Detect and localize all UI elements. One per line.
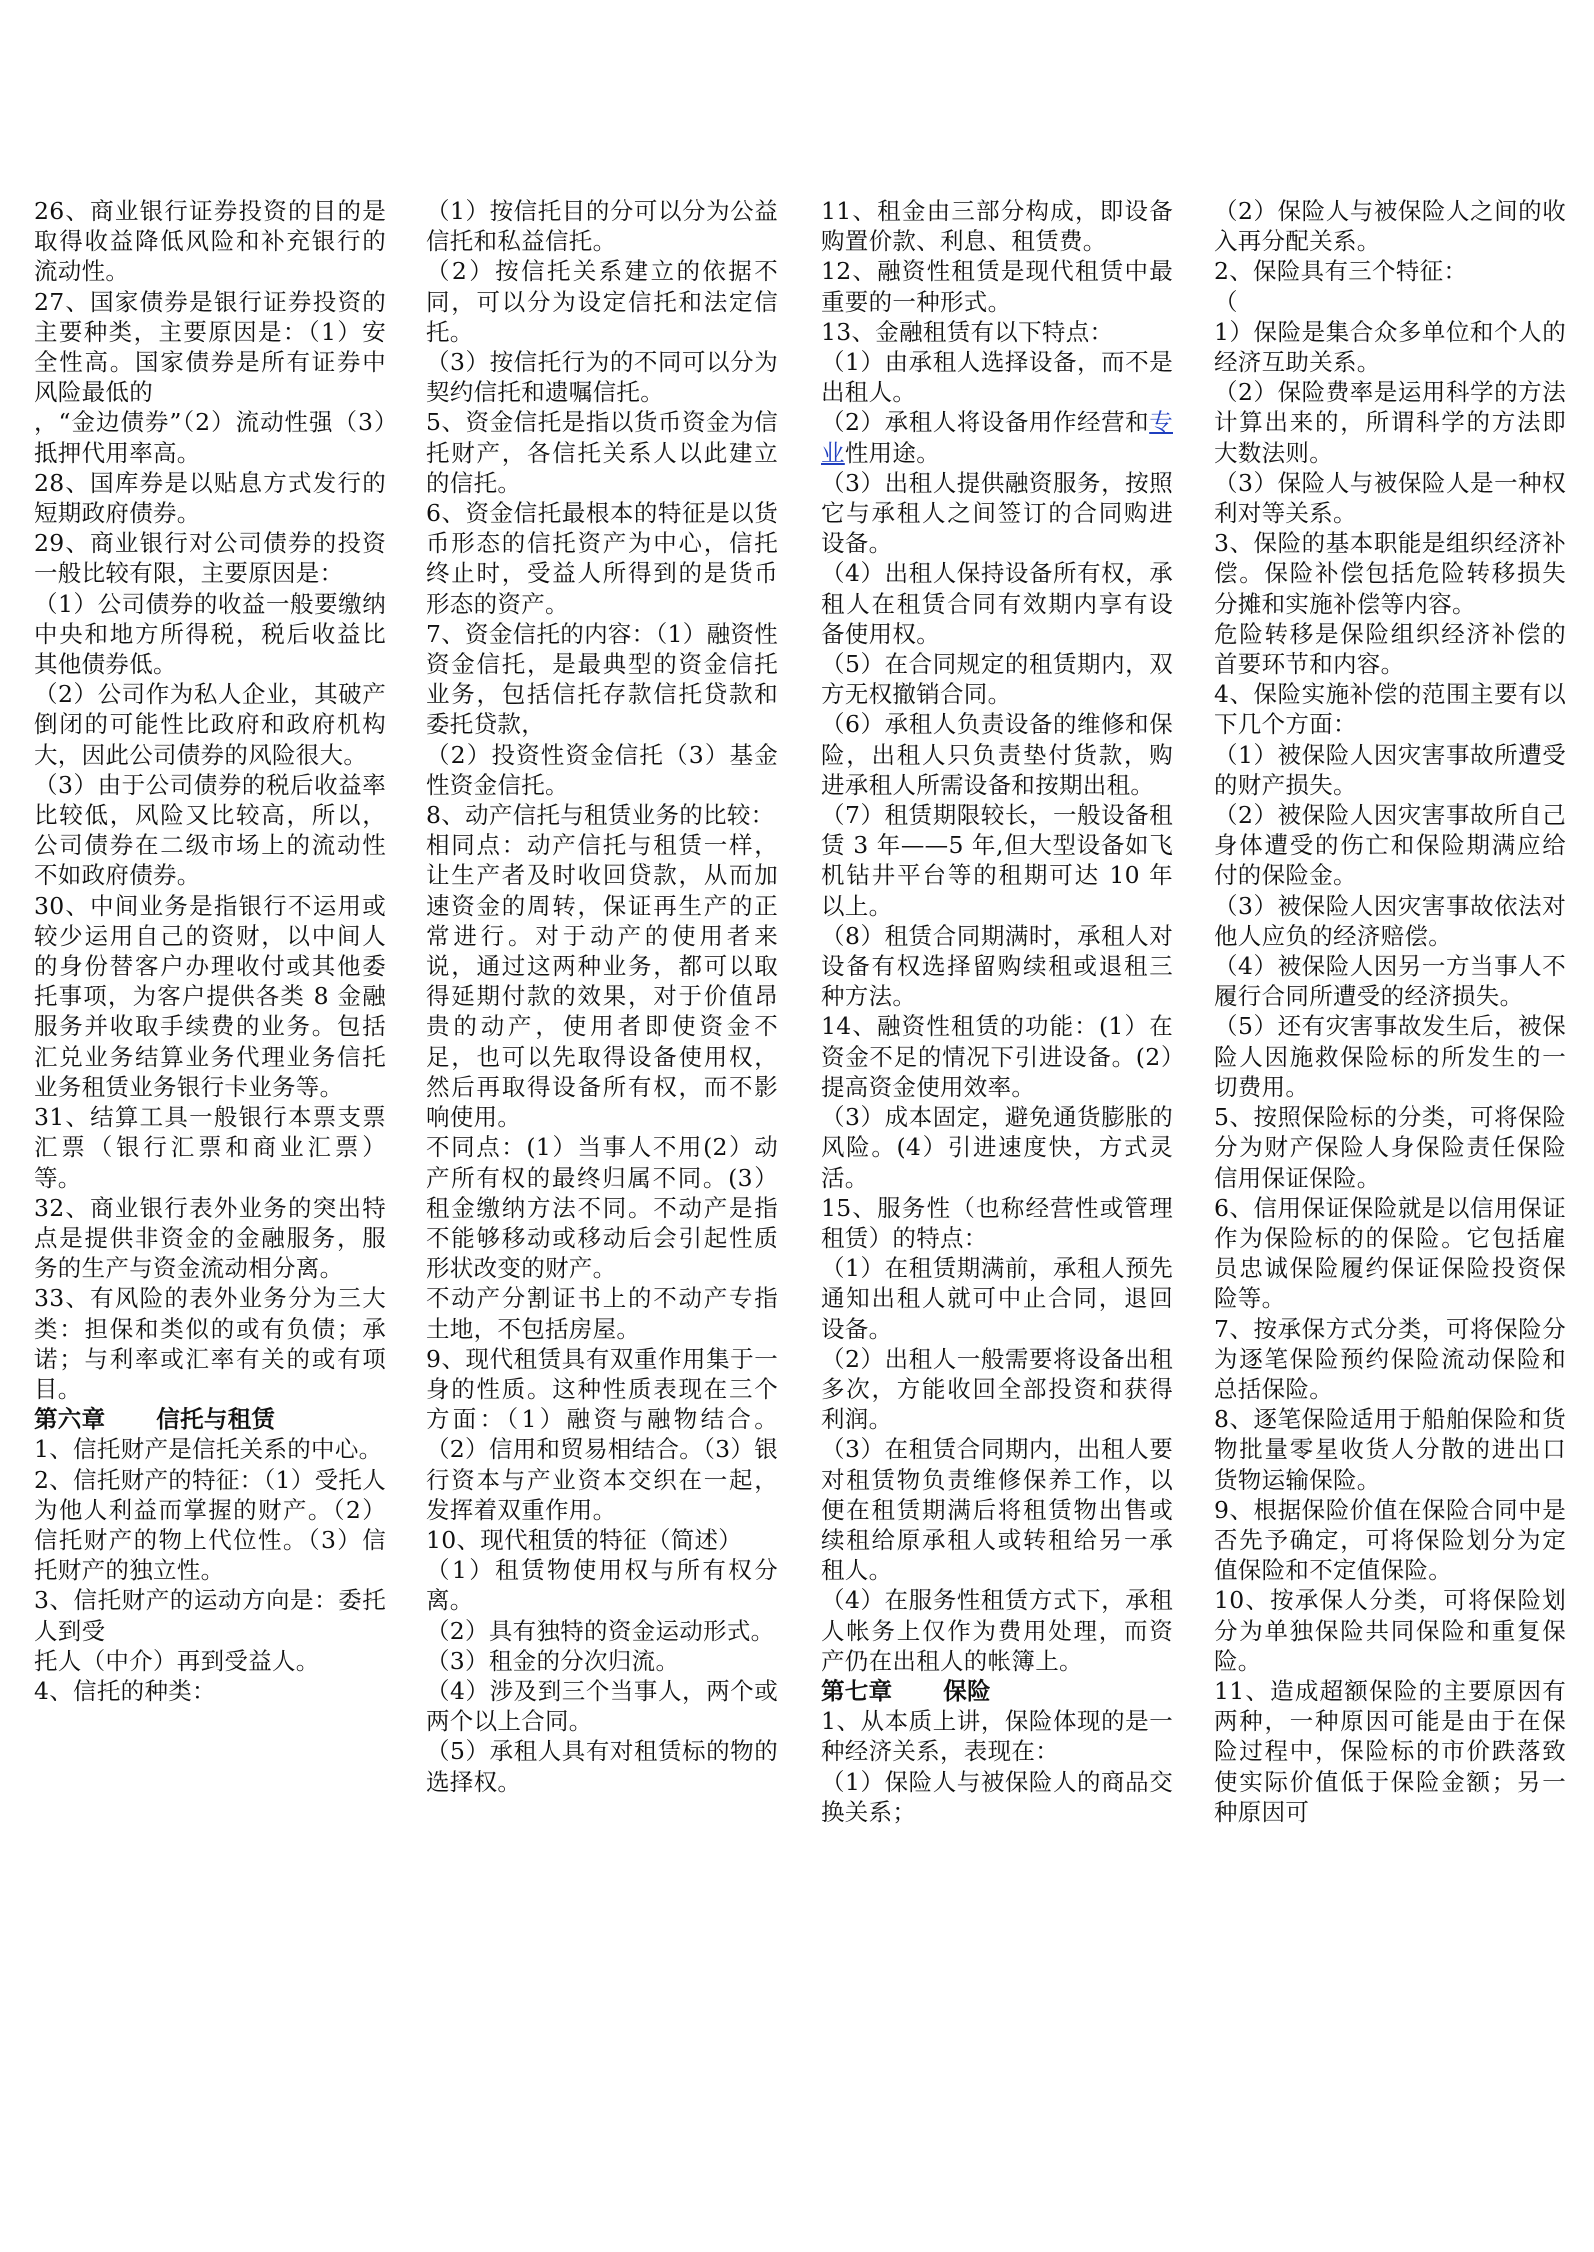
paragraph: （3）租金的分次归流。 bbox=[426, 1646, 680, 1675]
paragraph-text: 性用途。 bbox=[844, 438, 941, 467]
paragraph-text: （2）承租人将设备用作经营和 bbox=[821, 408, 1150, 437]
paragraph: （2）具有独特的资金运动形式。 bbox=[426, 1616, 775, 1645]
paragraph: 3、信托财产的运动方向是：委托人到受 bbox=[34, 1586, 386, 1645]
paragraph: 32、商业银行表外业务的突出特点是提供非资金的金融服务，服务的生产与资金流动相分离。 bbox=[34, 1193, 386, 1283]
paragraph: 2、信托财产的特征：（1）受托人为他人利益而掌握的财产。（2）信托财产的物上代位性。（3）信托财产的独立性。 bbox=[34, 1465, 386, 1585]
chapter-heading: 第七章 保险 bbox=[821, 1676, 991, 1705]
paragraph: （2）被保险人因灾害事故所自己身体遭受的伤亡和保险期满应给付的保险金。 bbox=[1214, 801, 1566, 890]
paragraph: 3、保险的基本职能是组织经济补偿。保险补偿包括危险转移损失分摊和实施补偿等内容。 bbox=[1214, 529, 1566, 618]
paragraph: （6）承租人负责设备的维修和保险，出租人只负责垫付货款，购进承租人所需设备和按期出租。 bbox=[821, 710, 1173, 799]
paragraph: 10、按承保人分类，可将保险划分为单独保险共同保险和重复保险。 bbox=[1214, 1586, 1566, 1675]
paragraph: 9、根据保险价值在保险合同中是否先予确定，可将保险划分为定值保险和不定值保险。 bbox=[1214, 1495, 1566, 1585]
paragraph: 30、中间业务是指银行不运用或较少运用自己的资财，以中间人的身份替客户办理收付或其他委托事项，为客户提供各类 8 金融服务并收取手续费的业务。包括汇兑业务结算业务代理业务信托业务租赁业务银行卡业务等。 bbox=[34, 891, 386, 1101]
paragraph: （3）被保险人因灾害事故依法对他人应负的经济赔偿。 bbox=[1214, 891, 1566, 950]
text-column-3 bbox=[821, 196, 1173, 1827]
paragraph: （1）保险人与被保险人的商品交换关系； bbox=[821, 1767, 1173, 1826]
paragraph: 8、动产信托与租赁业务的比较： bbox=[426, 801, 775, 830]
paragraph: 15、服务性（也称经营性或管理租赁）的特点： bbox=[821, 1193, 1173, 1252]
paragraph: 9、现代租赁具有双重作用集于一身的性质。这种性质表现在三个方面：（1）融资与融物结合。（2）信用和贸易相结合。（3）银行资本与产业资本交织在一起，发挥着双重作用。 bbox=[426, 1344, 778, 1524]
paragraph: （2）出租人一般需要将设备出租多次，方能收回全部投资和获得利润。 bbox=[821, 1344, 1173, 1434]
paragraph: （1）由承租人选择设备，而不是出租人。 bbox=[821, 348, 1173, 407]
paragraph: 14、融资性租赁的功能：(1）在资金不足的情况下引进设备。(2）提高资金使用效率。 bbox=[821, 1012, 1173, 1101]
paragraph: （ bbox=[1214, 287, 1238, 316]
paragraph: （2）公司作为私人企业，其破产倒闭的可能性比政府和政府机构大，因此公司债券的风险很大。 bbox=[34, 680, 386, 769]
paragraph: 31、结算工具一般银行本票支票汇票（银行汇票和商业汇票）等。 bbox=[34, 1103, 386, 1192]
paragraph: （5）承租人具有对租赁标的物的选择权。 bbox=[426, 1737, 778, 1796]
text-column-1 bbox=[34, 196, 386, 1706]
paragraph: 28、国库券是以贴息方式发行的短期政府债券。 bbox=[34, 468, 386, 528]
chapter-heading: 第六章 信托与租赁 bbox=[34, 1405, 276, 1434]
paragraph: 4、信托的种类： bbox=[34, 1676, 216, 1705]
paragraph: （3）出租人提供融资服务，按照它与承租人之间签订的合同购进设备。 bbox=[821, 468, 1173, 558]
paragraph: 29、商业银行对公司债券的投资一般比较有限，主要原因是： bbox=[34, 529, 386, 588]
paragraph: 11、租金由三部分构成，即设备购置价款、利息、租赁费。 bbox=[821, 197, 1173, 256]
paragraph: （2）按信托关系建立的依据不同，可以分为设定信托和法定信托。 bbox=[426, 257, 778, 346]
paragraph: （3）保险人与被保险人是一种权利对等关系。 bbox=[1214, 468, 1566, 528]
paragraph: （3）在租赁合同期内，出租人要对租赁物负责维修保养工作，以便在租赁期满后将租赁物出售或续租给原承租人或转租给另一承租人。 bbox=[821, 1435, 1173, 1585]
paragraph: 7、按承保方式分类，可将保险分为逐笔保险预约保险流动保险和总括保险。 bbox=[1214, 1314, 1566, 1403]
paragraph: 4、保险实施补偿的范围主要有以下几个方面： bbox=[1214, 680, 1566, 739]
paragraph: 27、国家债券是银行证券投资的主要种类，主要原因是：（1）安全性高。国家债券是所有证券中风险最低的 bbox=[34, 287, 386, 407]
paragraph: 12、融资性租赁是现代租赁中最重要的一种形式。 bbox=[821, 257, 1173, 316]
paragraph: （4）在服务性租赁方式下，承租人帐务上仅作为费用处理，而资产仍在出租人的帐簿上。 bbox=[821, 1586, 1173, 1675]
paragraph: （8）租赁合同期满时，承租人对设备有权选择留购续租或退租三种方法。 bbox=[821, 921, 1173, 1011]
paragraph: （3）按信托行为的不同可以分为契约信托和遗嘱信托。 bbox=[426, 348, 778, 407]
paragraph: 1）保险是集合众多单位和个人的经济互助关系。 bbox=[1214, 317, 1566, 377]
paragraph: 10、现代租赁的特征（简述） bbox=[426, 1525, 743, 1554]
paragraph: 2、保险具有三个特征： bbox=[1214, 257, 1468, 286]
paragraph: （2）投资性资金信托（3）基金性资金信托。 bbox=[426, 740, 778, 799]
paragraph: 危险转移是保险组织经济补偿的首要环节和内容。 bbox=[1214, 619, 1566, 679]
paragraph: ，“金边债券”（2）流动性强（3）抵押代用率高。 bbox=[34, 408, 386, 467]
paragraph: （1）租赁物使用权与所有权分离。 bbox=[426, 1556, 778, 1615]
hyperlink[interactable]: 专业 bbox=[821, 408, 1173, 467]
paragraph: 1、信托财产是信托关系的中心。 bbox=[34, 1435, 383, 1464]
paragraph: （5）还有灾害事故发生后，被保险人因施救保险标的所发生的一切费用。 bbox=[1214, 1012, 1566, 1101]
paragraph: （4）涉及到三个当事人，两个或两个以上合同。 bbox=[426, 1676, 778, 1736]
paragraph bbox=[821, 407, 1173, 467]
paragraph: 相同点：动产信托与租赁一样，让生产者及时收回贷款，从而加速资金的周转，保证再生产的正常进行。对于动产的使用者来说，通过这两种业务，都可以取得延期付款的效果，对于价值昂贵的动产，使用者即使资金不足，也可以先取得设备使用权，然后再取得设备所有权，而不影响使用。 bbox=[426, 831, 778, 1132]
paragraph: 1、从本质上讲，保险体现的是一种经济关系，表现在： bbox=[821, 1707, 1173, 1766]
paragraph: 5、按照保险标的分类，可将保险分为财产保险人身保险责任保险信用保证保险。 bbox=[1214, 1103, 1566, 1192]
paragraph: （3）成本固定，避免通货膨胀的风险。(4）引进速度快，方式灵活。 bbox=[821, 1103, 1173, 1192]
paragraph: 托人（中介）再到受益人。 bbox=[34, 1646, 320, 1675]
text-column-2 bbox=[426, 196, 778, 1797]
paragraph: 11、造成超额保险的主要原因有两种，一种原因可能是由于在保险过程中，保险标的市价跌落致使实际价值低于保险金额；另一种原因可 bbox=[1214, 1676, 1566, 1826]
paragraph: （2）保险人与被保险人之间的收入再分配关系。 bbox=[1214, 197, 1566, 256]
paragraph: （1）在租赁期满前，承租人预先通知出租人就可中止合同，退回设备。 bbox=[821, 1254, 1173, 1343]
paragraph: 33、有风险的表外业务分为三大类：担保和类似的或有负债；承诺；与利率或汇率有关的或有项目。 bbox=[34, 1284, 386, 1403]
paragraph: 不同点：(1）当事人不用(2）动产所有权的最终归属不同。(3）租金缴纳方法不同。不动产是指不能够移动或移动后会引起性质形状改变的财产。 bbox=[426, 1133, 778, 1283]
paragraph: 6、信用保证保险就是以信用保证作为保险标的的保险。它包括雇员忠诚保险履约保证保险投资保险等。 bbox=[1214, 1193, 1566, 1313]
paragraph: 8、逐笔保险适用于船舶保险和货物批量零星收货人分散的进出口货物运输保险。 bbox=[1214, 1405, 1566, 1494]
paragraph: （2）保险费率是运用科学的方法计算出来的，所谓科学的方法即大数法则。 bbox=[1214, 378, 1566, 467]
paragraph: 5、资金信托是指以货币资金为信托财产，各信托关系人以此建立的信托。 bbox=[426, 408, 778, 497]
paragraph: （1）公司债券的收益一般要缴纳中央和地方所得税，税后收益比其他债券低。 bbox=[34, 589, 386, 679]
paragraph: （7）租赁期限较长，一般设备租赁 3 年——5 年,但大型设备如飞机钻井平台等的租期可达 10 年以上。 bbox=[821, 801, 1173, 920]
paragraph: （5）在合同规定的租赁期内，双方无权撤销合同。 bbox=[821, 650, 1173, 709]
paragraph: （1）按信托目的分可以分为公益信托和私益信托。 bbox=[426, 197, 778, 256]
paragraph: 不动产分割证书上的不动产专指土地，不包括房屋。 bbox=[426, 1284, 778, 1343]
text-column-4 bbox=[1214, 196, 1566, 1827]
paragraph: 7、资金信托的内容：（1）融资性资金信托，是最典型的资金信托业务，包括信托存款信托贷款和委托贷款， bbox=[426, 619, 778, 739]
paragraph: （4）被保险人因另一方当事人不履行合同所遭受的经济损失。 bbox=[1214, 952, 1566, 1011]
paragraph: 13、金融租赁有以下特点： bbox=[821, 317, 1114, 346]
paragraph: 26、商业银行证券投资的目的是取得收益降低风险和补充银行的流动性。 bbox=[34, 197, 386, 286]
paragraph: （1）被保险人因灾害事故所遭受的财产损失。 bbox=[1214, 740, 1566, 799]
paragraph: （3）由于公司债券的税后收益率比较低，风险又比较高，所以，公司债券在二级市场上的流动性不如政府债券。 bbox=[34, 770, 386, 890]
paragraph: 6、资金信托最根本的特征是以货币形态的信托资产为中心，信托终止时，受益人所得到的是货币形态的资产。 bbox=[426, 499, 778, 618]
paragraph: （4）出租人保持设备所有权，承租人在租赁合同有效期内享有设备使用权。 bbox=[821, 559, 1173, 648]
